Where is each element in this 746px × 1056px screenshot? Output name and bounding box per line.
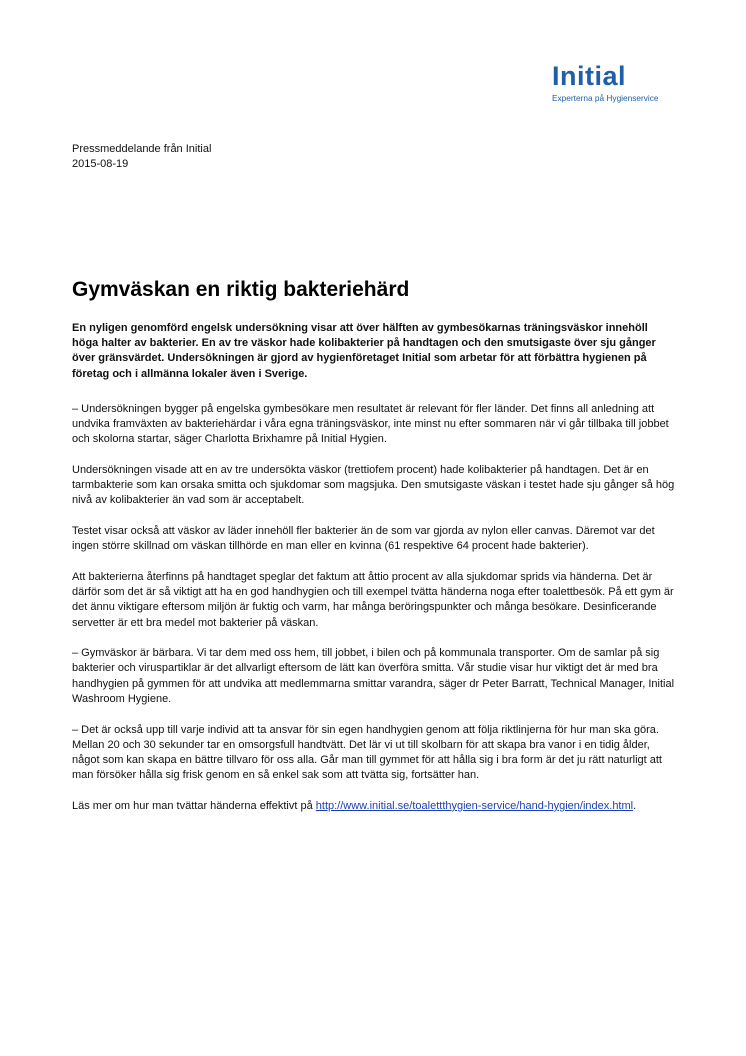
body-paragraph-6: – Det är också upp till varje individ att ta ansvar för sin egen handhygien genom att följa riktlinjerna för hur man ska göra. Mellan 20 och 30 sekunder tar en omsorgsfull handtvätt. Det lär vi ut till skolbarn för att skapa bra vanor i en tidig ålder, något som kan skapa en bättre tillvaro för oss alla. Går man till gymmet för att hålla sig i bra form är det ju rätt naturligt att man försöker hålla sig frisk genom en så enkel sak som att tvätta sig, fortsätter han. xyxy=(72,723,662,782)
body-paragraph-5: – Gymväskor är bärbara. Vi tar dem med oss hem, till jobbet, i bilen och på kommunala transporter. Om de samlar på sig bakterier och viruspartiklar är det allvarligt eftersom de lätt kan överföra smitta. Vår studie visar hur viktigt det är med bra handhygien på gymmen för att undvika att medlemmarna smittar varandra, säger dr Peter Barratt, Technical Manager, Initial Washroom Hygiene. xyxy=(72,647,675,705)
initial-logo xyxy=(552,62,682,104)
press-release-meta xyxy=(72,142,211,172)
body-paragraph-4: Att bakterierna återfinns på handtaget speglar det faktum att åttio procent av alla sjukdomar sprids via händerna. Det är därför som det är så viktigt att ha en god handhygien och till exempel tvätta händerna noga efter toalettbesök. På ett gym är det ännu viktigare eftersom miljön är fuktig och varm, har många beröringspunkter och många besökare. Desinficerande servetter är ett bra medel mot bakterier på väskan. xyxy=(72,570,674,629)
lead-paragraph: En nyligen genomförd engelsk undersökning visar att över hälften av gymbesökarnas träningsväskor innehöll höga halter av bakterier. En av tre väskor hade kolibakterier på handtagen och den smutsigaste över sju gånger över gränsvärdet. Undersökningen är gjord av hygienföretaget Initial som arbetar för att förbättra hygienen på företag och i allmänna lokaler även i Sverige. xyxy=(72,322,656,380)
body-paragraph-1: – Undersökningen bygger på engelska gymbesökare men resultatet är relevant för fler länder. Det finns all anledning att undvika framväxten av bakteriehärdar i våra egna träningsväskor, inte minst nu efter sommaren när vi går tillbaka till jobbet och skolorna startar, säger Charlotta Brixhamre på Initial Hygien. xyxy=(72,402,669,446)
press-release-label: Pressmeddelande från Initial xyxy=(72,143,212,155)
logo-tagline: Experterna på Hygienservice xyxy=(552,93,659,103)
closing-text: Läs mer om hur man tvättar händerna effektivt på xyxy=(72,799,316,812)
body-paragraph-3: Testet visar också att väskor av läder innehöll fler bakterier än de som var gjorda av nylon eller canvas. Däremot var det ingen större skillnad om väskan tillhörde en man eller en kvinna (61 respektive 64 procent hade bakterier). xyxy=(72,525,655,553)
logo-wordmark: Initial xyxy=(552,61,627,91)
closing-end: . xyxy=(633,799,637,812)
press-release-date: 2015-08-19 xyxy=(72,158,129,170)
hand-hygiene-link[interactable]: http://www.initial.se/toalettthygien-service/hand-hygien/index.html xyxy=(315,799,634,812)
closing-paragraph xyxy=(72,799,676,814)
page-title: Gymväskan en riktig bakteriehärd xyxy=(72,278,410,301)
body-paragraph-2: Undersökningen visade att en av tre undersökta väskor (trettiofem procent) hade kolibakterier på handtagen. Det är en tarmbakterie som kan orsaka smitta och sjukdomar som magsjuka. Den smutsigaste väskan i testet hade sju gånger så hög nivå av kolibakterier än vad som är acceptabelt. xyxy=(72,463,675,507)
article-body xyxy=(72,321,676,830)
